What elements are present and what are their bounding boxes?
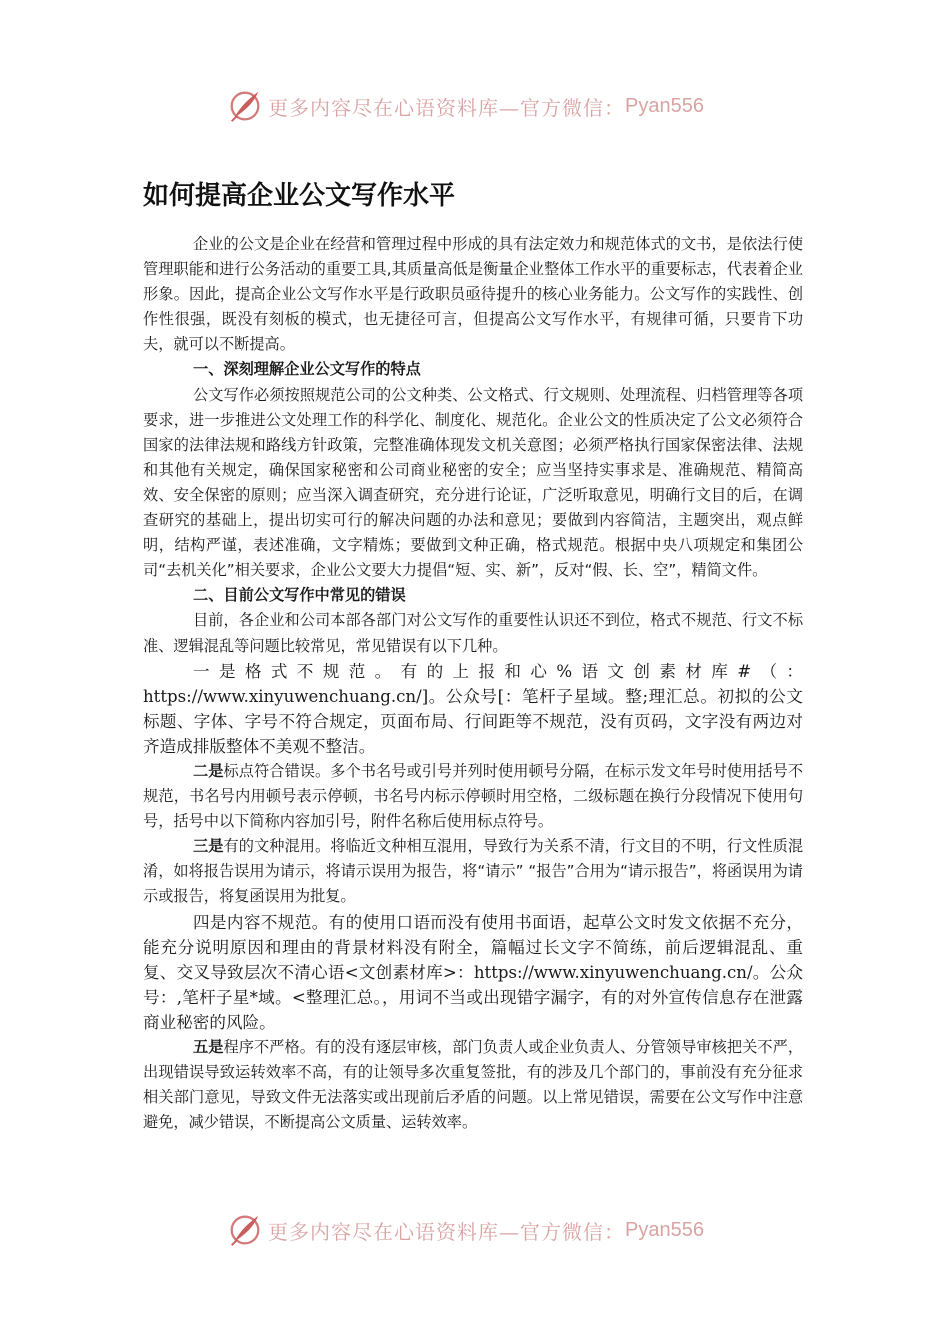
section-heading-2: 二、目前公文写作中常见的错误 xyxy=(193,586,406,605)
section-heading-1: 一、深刻理解企业公文写作的特点 xyxy=(193,360,421,379)
header-banner xyxy=(0,86,950,126)
error-item-4: 四是内容不规范。有的使用口语而没有使用书面语，起草公文时发文依据不充分，能充分说明原因和理由的背景材料没有附全，篇幅过长文字不简练，前后逻辑混乱、重复、交叉导致层次不清心语<文创素材库>：https://www.xinyuwenchuang.cn/。公众号：,笔杆子星*域。<整理汇总。，用词不当或出现错字漏字，有的对外宣传信息存在泄露商业秘密的风险。 xyxy=(143,912,803,1032)
error-item-5-lead: 五是 xyxy=(193,1038,224,1056)
error-item-3-body: 有的文种混用。将临近文种相互混用，导致行为关系不清，行文目的不明，行文性质混淆，如将报告误用为请示，将请示误用为报告，将“请示” “报告”合用为“请示报告”，将函误用为请示或报告，将复函误用为批复。 xyxy=(143,837,804,906)
wechat-id: Pyan556 xyxy=(625,1218,704,1241)
error-item-2-body: 标点符合错误。多个书名号或引号并列时使用顿号分隔，在标示发文年号时使用括号不规范，书名号内用顿号表示停顿，书名号内标示停顿时用空格，二级标题在换行分段情况下使用句号，括号中以下简称内容加引号，附件名称后使用标点符号。 xyxy=(143,761,804,831)
document-title: 如何提高企业公文写作水平 xyxy=(143,181,456,211)
section-1-paragraph: 公文写作必须按照规范公司的公文种类、公文格式、行文规则、处理流程、归档管理等各项要求，进一步推进公文处理工作的科学化、制度化、规范化。企业公文的性质决定了公文必须符合国家的法律法规和路线方针政策，完整准确体现发文机关意图；必须严格执行国家保密法律、法规和其他有关规定，确保国家秘密和公司商业秘密的安全；应当坚持实事求是、准确规范、精简高效、安全保密的原则；应当深入调查研究，充分进行论证，广泛听取意见，明确行文目的后，在调查研究的基础上，提出切实可行的解决问题的办法和意见；要做到内容简洁，主题突出，观点鲜明，结构严谨，表述准确，文字精炼；要做到文种正确，格式规范。根据中央八项规定和集团公司“去机关化”相关要求，企业公文要大力提倡“短、实、新”，反对“假、长、空”，精简文件。 xyxy=(143,385,803,580)
error-item-2-lead: 二是 xyxy=(193,761,224,780)
wechat-id: Pyan556 xyxy=(625,94,704,117)
footer-banner xyxy=(0,1210,950,1250)
error-item-3 xyxy=(143,834,803,909)
error-item-5-body: 程序不严格。有的没有逐层审核，部门负责人或企业负责人、分管领导审核把关不严，出现错误导致运转效率不高，有的让领导多次重复签批，有的涉及几个部门的，事前没有充分征求相关部门意见，导致文件无法落实或出现前后矛盾的问题。以上常见错误，需要在公文写作中注意避免，减少错误，不断提高公文质量、运转效率。 xyxy=(143,1038,804,1132)
error-item-5 xyxy=(143,1035,803,1135)
quill-logo-icon xyxy=(226,87,264,125)
intro-paragraph: 企业的公文是企业在经营和管理过程中形成的具有法定效力和规范体式的文书，是依法行使管理职能和进行公务活动的重要工具,其质量高低是衡量企业整体工作水平的重要标志，代表着企业形象。因此，提高企业公文写作水平是行政职员亟待提升的核心业务能力。公文写作的实践性、创作性很强，既没有刻板的模式，也无捷径可言，但提高公文写作水平，有规律可循，只要肯下功夫，就可以不断提高。 xyxy=(143,235,803,354)
error-item-1: 一是格式不规范。有的上报和心%语文创素材库#（：https://www.xinyuwenchuang.cn/]。公众号[：笔杆子星域。整;理汇总。初拟的公文标题、字体、字号不符合规定，页面布局、行间距等不规范，没有页码，文字没有两边对齐造成排版整体不美观不整洁。 xyxy=(143,661,803,756)
banner-text: 更多内容尽在心语资料库—官方微信： xyxy=(268,95,625,120)
error-item-3-lead: 三是 xyxy=(193,837,224,856)
error-item-2 xyxy=(143,759,803,834)
document-body xyxy=(143,232,803,1135)
section-2-intro: 目前，各企业和公司本部各部门对公文写作的重要性认识还不到位，格式不规范、行文不标准、逻辑混乱等问题比较常见，常见错误有以下几种。 xyxy=(143,611,803,655)
quill-logo-icon xyxy=(226,1211,264,1249)
banner-text: 更多内容尽在心语资料库—官方微信： xyxy=(268,1219,625,1244)
